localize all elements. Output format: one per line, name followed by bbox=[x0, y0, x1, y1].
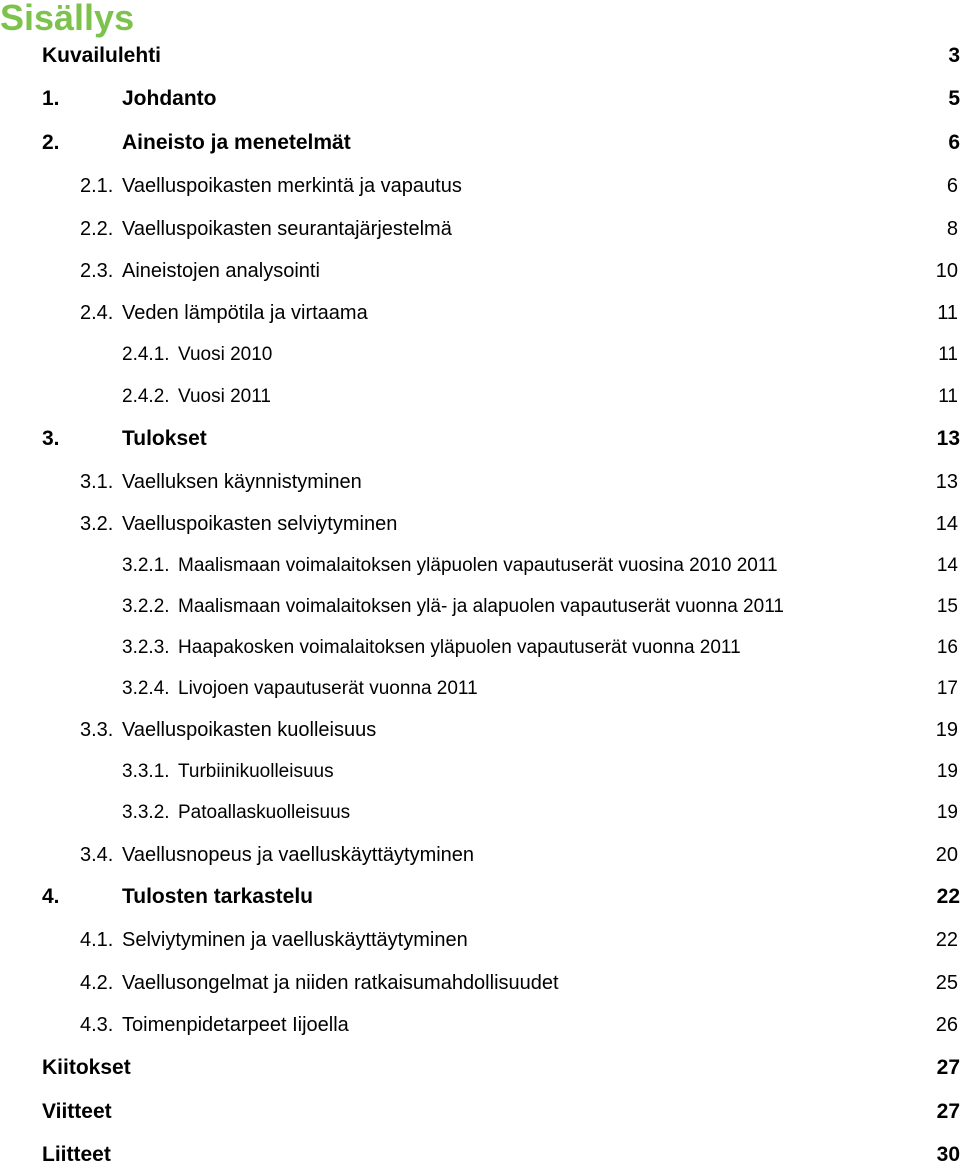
toc-entry-title: Aineisto ja menetelmät bbox=[122, 131, 351, 154]
toc-entry-page: 19 bbox=[936, 761, 958, 782]
toc-entry-page: 10 bbox=[935, 260, 958, 282]
toc-entry-number: 4.1. bbox=[80, 929, 114, 951]
toc-entry[interactable] bbox=[0, 467, 960, 497]
toc-entry-page: 27 bbox=[936, 1056, 960, 1079]
toc-entry-title: Toimenpidetarpeet Iijoella bbox=[122, 1014, 349, 1036]
toc-entry-title: Aineistojen analysointi bbox=[122, 260, 320, 282]
toc-entry-page: 14 bbox=[936, 555, 958, 576]
toc-entry[interactable] bbox=[0, 256, 960, 286]
toc-entry-title: Patoallaskuolleisuus bbox=[178, 802, 351, 823]
toc-entry[interactable] bbox=[0, 674, 960, 704]
toc-entry-title: Vaellusongelmat ja niiden ratkaisumahdollisuudet bbox=[122, 972, 559, 994]
toc-entry-page: 17 bbox=[936, 678, 958, 699]
toc-entry[interactable] bbox=[0, 968, 960, 998]
toc-entry-number: 2.2. bbox=[80, 218, 114, 240]
toc-entry-page: 5 bbox=[948, 87, 960, 110]
toc-entry-page: 19 bbox=[935, 719, 958, 741]
toc-entry-title: Viitteet bbox=[42, 1100, 112, 1123]
toc-entry[interactable] bbox=[0, 840, 960, 870]
toc-entry-page: 13 bbox=[936, 427, 960, 450]
toc-entry-number: 2.4.1. bbox=[122, 344, 170, 365]
toc-entry[interactable] bbox=[0, 340, 960, 370]
toc-entry-title: Vuosi 2010 bbox=[178, 344, 273, 365]
toc-entry-page: 15 bbox=[936, 596, 958, 617]
toc-entry-number: 3.1. bbox=[80, 471, 114, 493]
toc-entry-title: Kuvailulehti bbox=[42, 44, 162, 67]
toc-entry[interactable] bbox=[0, 171, 960, 201]
toc-entry-number: 3.4. bbox=[80, 844, 114, 866]
toc-entry-page: 19 bbox=[936, 802, 958, 823]
toc-entry-number: 3.2.3. bbox=[122, 637, 170, 658]
toc-entry-number: 4.2. bbox=[80, 972, 114, 994]
toc-entry-title: Vuosi 2011 bbox=[178, 386, 271, 407]
toc-entry-title: Vaelluspoikasten seurantajärjestelmä bbox=[122, 218, 452, 240]
toc-entry-page: 11 bbox=[937, 302, 958, 324]
toc-entry-title: Kiitokset bbox=[42, 1056, 131, 1079]
toc-entry[interactable] bbox=[0, 882, 960, 912]
toc-entry-number: 2.4.2. bbox=[122, 386, 170, 407]
toc-entry-title: Maalismaan voimalaitoksen yläpuolen vapautuserät vuosina 2010 2011 bbox=[178, 555, 778, 576]
toc-entry-title: Selviytyminen ja vaelluskäyttäytyminen bbox=[122, 929, 468, 951]
toc-entry-page: 6 bbox=[946, 175, 958, 197]
toc-entry-number: 3.3. bbox=[80, 719, 114, 741]
toc-entry-page: 22 bbox=[936, 885, 960, 908]
toc-entry-title: Vaelluksen käynnistyminen bbox=[122, 471, 362, 493]
toc-entry-page: 25 bbox=[935, 972, 958, 994]
toc-entry[interactable] bbox=[0, 298, 960, 328]
toc-entry-title: Vaelluspoikasten merkintä ja vapautus bbox=[122, 175, 462, 197]
toc-entry[interactable] bbox=[0, 41, 960, 71]
toc-entry[interactable] bbox=[0, 757, 960, 787]
toc-entry[interactable] bbox=[0, 551, 960, 581]
toc-entry[interactable] bbox=[0, 925, 960, 955]
toc-entry-page: 8 bbox=[946, 218, 958, 240]
toc-entry[interactable] bbox=[0, 633, 960, 663]
toc-entry-page: 27 bbox=[936, 1100, 960, 1123]
toc-entry-title: Livojoen vapautuserät vuonna 2011 bbox=[178, 678, 478, 699]
toc-entry-title: Tulokset bbox=[122, 427, 207, 450]
toc-entry-number: 2. bbox=[42, 131, 60, 154]
toc-entry[interactable] bbox=[0, 84, 960, 114]
toc-entry-title: Veden lämpötila ja virtaama bbox=[122, 302, 368, 324]
toc-entry[interactable] bbox=[0, 424, 960, 454]
toc-entry-number: 3. bbox=[42, 427, 60, 450]
toc-entry-title: Johdanto bbox=[122, 87, 217, 110]
toc-entry-number: 3.2.2. bbox=[122, 596, 170, 617]
toc-entry-page: 16 bbox=[936, 637, 958, 658]
toc-entry[interactable] bbox=[0, 592, 960, 622]
toc-entry-title: Liitteet bbox=[42, 1143, 111, 1166]
toc-entry-number: 4.3. bbox=[80, 1014, 114, 1036]
toc-entry-title: Vaelluspoikasten kuolleisuus bbox=[122, 719, 377, 741]
toc-entry-page: 30 bbox=[936, 1143, 960, 1166]
page-title: Sisällys bbox=[0, 0, 135, 38]
toc-entry-title: Haapakosken voimalaitoksen yläpuolen vapautuserät vuonna 2011 bbox=[178, 637, 741, 658]
toc-entry-page: 11 bbox=[938, 386, 958, 407]
toc-entry-title: Tulosten tarkastelu bbox=[122, 885, 313, 908]
toc-entry-number: 2.3. bbox=[80, 260, 114, 282]
toc-entry-title: Maalismaan voimalaitoksen ylä- ja alapuolen vapautuserät vuonna 2011 bbox=[178, 596, 784, 617]
toc-entry-number: 3.2. bbox=[80, 513, 114, 535]
toc-entry[interactable] bbox=[0, 214, 960, 244]
toc-entry-number: 2.4. bbox=[80, 302, 114, 324]
toc-entry-number: 1. bbox=[42, 87, 60, 110]
toc-entry[interactable] bbox=[0, 382, 960, 412]
toc-entry-page: 6 bbox=[948, 131, 960, 154]
toc-entry-title: Vaellusnopeus ja vaelluskäyttäytyminen bbox=[122, 844, 475, 866]
toc-entry[interactable] bbox=[0, 1010, 960, 1040]
toc-entry-number: 3.3.1. bbox=[122, 761, 170, 782]
toc-entry-number: 3.3.2. bbox=[122, 802, 170, 823]
toc-entry-number: 3.2.4. bbox=[122, 678, 170, 699]
toc-entry-page: 22 bbox=[935, 929, 958, 951]
toc-entry[interactable] bbox=[0, 509, 960, 539]
toc-entry[interactable] bbox=[0, 128, 960, 158]
toc-entry[interactable] bbox=[0, 715, 960, 745]
toc-entry-page: 20 bbox=[935, 844, 958, 866]
toc-entry-title: Turbiinikuolleisuus bbox=[178, 761, 334, 782]
toc-entry-number: 2.1. bbox=[80, 175, 114, 197]
toc-entry-page: 11 bbox=[938, 344, 958, 365]
toc-entry-title: Vaelluspoikasten selviytyminen bbox=[122, 513, 398, 535]
toc-entry[interactable] bbox=[0, 798, 960, 828]
toc-entry[interactable] bbox=[0, 1140, 960, 1170]
toc-entry-page: 13 bbox=[935, 471, 958, 493]
toc-entry[interactable] bbox=[0, 1097, 960, 1127]
toc-entry-number: 3.2.1. bbox=[122, 555, 170, 576]
toc-entry-page: 26 bbox=[935, 1014, 958, 1036]
toc-entry-page: 3 bbox=[948, 44, 960, 67]
toc-entry[interactable] bbox=[0, 1053, 960, 1083]
toc-entry-page: 14 bbox=[935, 513, 958, 535]
toc-entry-number: 4. bbox=[42, 885, 60, 908]
